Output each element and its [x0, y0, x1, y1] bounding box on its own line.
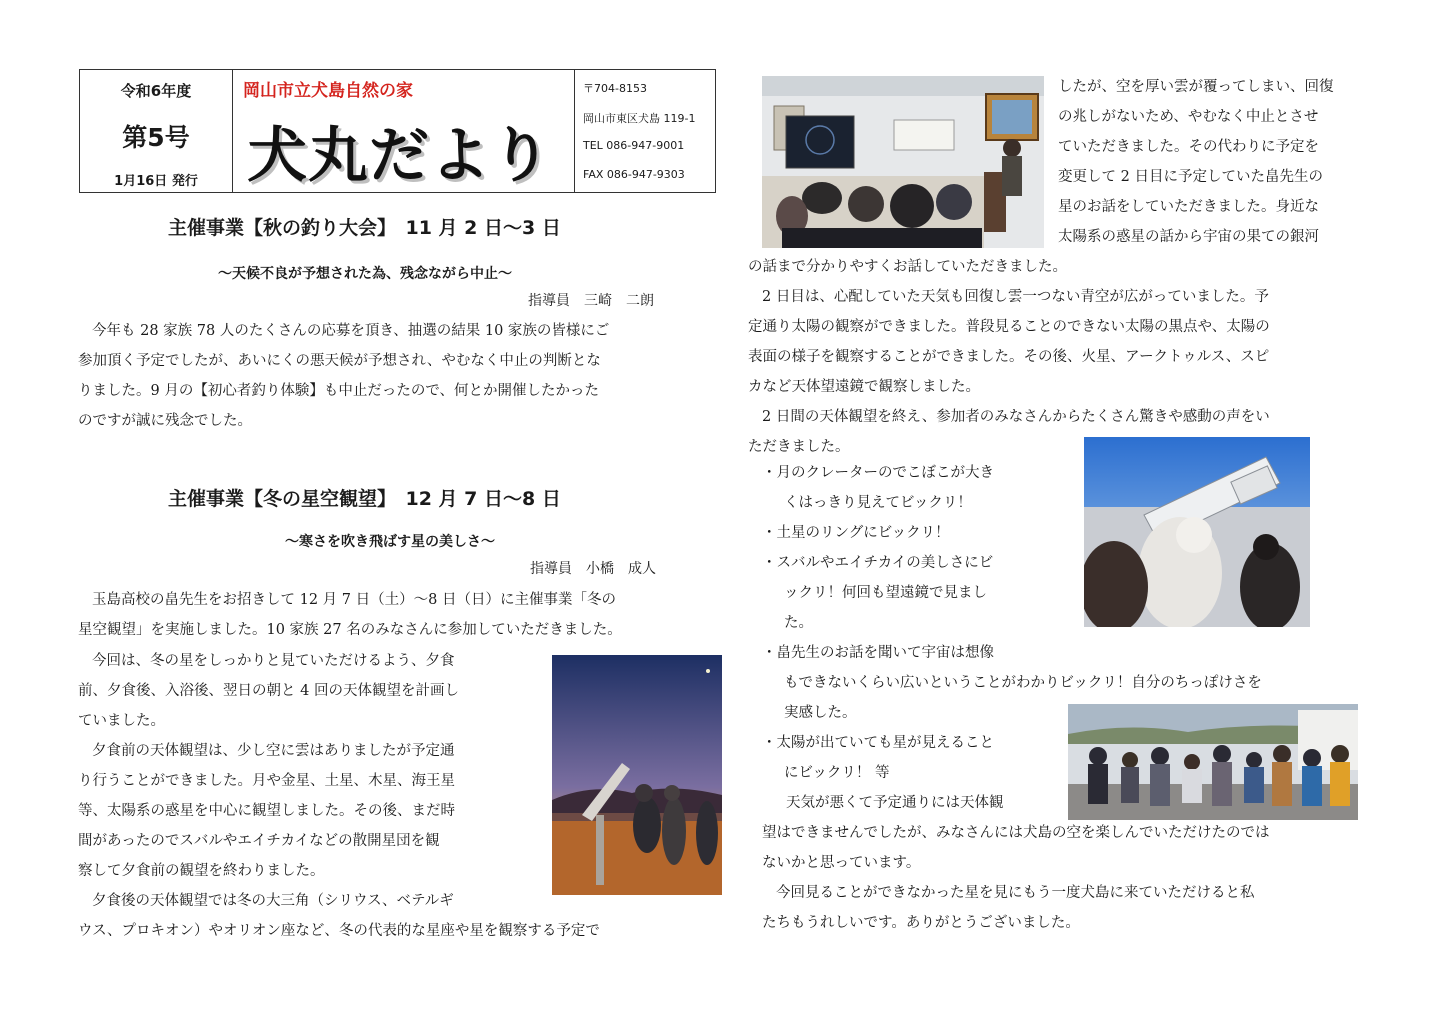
organization-name: 岡山市立犬島自然の家 [243, 81, 413, 101]
issue-number: 第5号 [122, 123, 190, 152]
body-line: ていました。 [78, 713, 165, 729]
body-line: 今回は、冬の星をしっかりと見ていただけるよう、夕食 [92, 653, 455, 669]
body-line: 星のお話をしていただきました。身近な [1058, 199, 1319, 215]
body-line: 参加頂く予定でしたが、あいにくの悪天候が予想され、やむなく中止の判断とな [78, 353, 601, 369]
comment-line: もできないくらい広いということがわかりビックリ！自分のちっぽけさを [784, 675, 1262, 691]
body-line: 夕食後の天体観望では冬の大三角（シリウス、ベテルギ [92, 893, 454, 909]
right-top-text [1058, 72, 1334, 252]
contact-info [575, 70, 715, 192]
body-line: 間があったのでスバルやエイチカイなどの散開星団を観 [78, 833, 440, 849]
comment-line: くはっきり見えてビックリ！ [784, 495, 972, 511]
body-line: り行うことができました。月や金星、土星、木星、海王星 [78, 773, 455, 789]
newsletter-title: 犬丸だより [247, 121, 552, 191]
body-line: 表面の様子を観察することができました。その後、火星、アークトゥルス、スピ [748, 349, 1270, 365]
comment-line: 実感した。 [784, 705, 857, 721]
masthead [79, 69, 716, 193]
instructor-stargazing: 指導員 小橋 成人 [530, 561, 656, 577]
article-body-stargazing [78, 646, 600, 946]
fiscal-year: 令和6年度 [120, 82, 192, 100]
comment-line: ・畠先生のお話を聞いて宇宙は想像 [762, 645, 994, 661]
body-line: の話まで分かりやすくお話していただきました。 [748, 259, 1067, 275]
body-line: 太陽系の惑星の話から宇宙の果ての銀河 [1058, 229, 1319, 245]
body-line: 変更して 2 日目に予定していた畠先生の [1058, 169, 1323, 185]
body-line: 前、夕食後、入浴後、翌日の朝と 4 回の天体観望を計画し [78, 683, 459, 699]
comment-line: ックリ！何回も望遠鏡で見まし [784, 585, 987, 601]
issue-date: 1月16日 発行 [114, 174, 198, 189]
body-line: 夕食前の天体観望は、少し空に雲はありましたが予定通 [92, 743, 455, 759]
body-line: ウス、プロキオン）やオリオン座など、冬の代表的な星座や星を観察する予定で [78, 923, 600, 939]
article-subtitle-fishing: ～天候不良が予想された為、残念ながら中止～ [218, 266, 512, 282]
body-line: カなど天体望遠鏡で観察しました。 [748, 379, 980, 395]
body-line: 2 日間の天体観望を終え、参加者のみなさんからたくさん驚きや感動の声をい [762, 409, 1270, 425]
body-line: ただきました。 [748, 439, 850, 455]
postal-code: 〒704-8153 [583, 82, 647, 95]
issue-info [80, 70, 233, 192]
body-line: ていただきました。その代わりに予定を [1058, 139, 1319, 155]
body-line: ないかと思っています。 [762, 855, 921, 871]
body-line: 玉島高校の畠先生をお招きして 12 月 7 日（土）～8 日（日）に主催事業「冬の [92, 592, 616, 608]
article-body-fishing [78, 316, 609, 436]
article-title-fishing: 主催事業【秋の釣り大会】 11 月 2 日～3 日 [168, 217, 561, 239]
address: 岡山市東区犬島 119-1 [583, 112, 696, 125]
body-line: 2 日目は、心配していた天気も回復し雲一つない青空が広がっていました。予 [762, 289, 1269, 305]
body-line: 等、太陽系の惑星を中心に観望しました。その後、まだ時 [78, 803, 455, 819]
body-line: の兆しがないため、やむなく中止とさせ [1058, 109, 1319, 125]
article-title-stargazing: 主催事業【冬の星空観望】 12 月 7 日～8 日 [168, 488, 561, 510]
comment-line: ・月のクレーターのでこぼこが大き [762, 465, 994, 481]
closing-text [748, 788, 1270, 938]
lecture-room-photo [762, 76, 1044, 248]
fax-number: FAX 086-947-9303 [583, 168, 685, 181]
body-line: 定通り太陽の観察ができました。普段見ることのできない太陽の黒点や、太陽の [748, 319, 1270, 335]
comment-line: ・スバルやエイチカイの美しさにビ [762, 555, 994, 571]
body-line: 星空観望」を実施しました。10 家族 27 名のみなさんに参加していただきました。 [78, 622, 622, 638]
body-line: 察して夕食前の観望を終わりました。 [78, 863, 325, 879]
instructor-fishing: 指導員 三崎 二朗 [528, 293, 654, 309]
comment-line: ・太陽が出ていても星が見えること [762, 735, 994, 751]
body-line: したが、空を厚い雲が覆ってしまい、回復 [1058, 79, 1334, 95]
comment-line: にビックリ！ 等 [784, 765, 890, 781]
comment-line: た。 [784, 615, 813, 631]
body-line: たちもうれしいです。ありがとうございました。 [762, 915, 1080, 931]
article-intro-stargazing [78, 585, 622, 645]
newsletter-title-block [233, 70, 575, 192]
comment-line: ・土星のリングにビックリ！ [762, 525, 950, 541]
body-line: りました。9 月の【初心者釣り体験】も中止だったので、何とか開催したかった [78, 383, 600, 399]
phone-number: TEL 086-947-9001 [583, 139, 685, 152]
body-line: 今年も 28 家族 78 人のたくさんの応募を頂き、抽選の結果 10 家族の皆様にご [92, 323, 610, 339]
article-subtitle-stargazing: ～寒さを吹き飛ばす星の美しさ～ [285, 534, 495, 550]
body-line: 天気が悪くて予定通りには天体観 [786, 795, 1004, 811]
dusk-telescope-photo [552, 655, 722, 895]
right-main-text [748, 252, 1270, 462]
body-line: 望はできませんでしたが、みなさんには犬島の空を楽しんでいただけたのでは [762, 825, 1270, 841]
body-line: 今回見ることができなかった星を見にもう一度犬島に来ていただけると私 [776, 885, 1255, 901]
body-line: のですが誠に残念でした。 [78, 413, 252, 429]
